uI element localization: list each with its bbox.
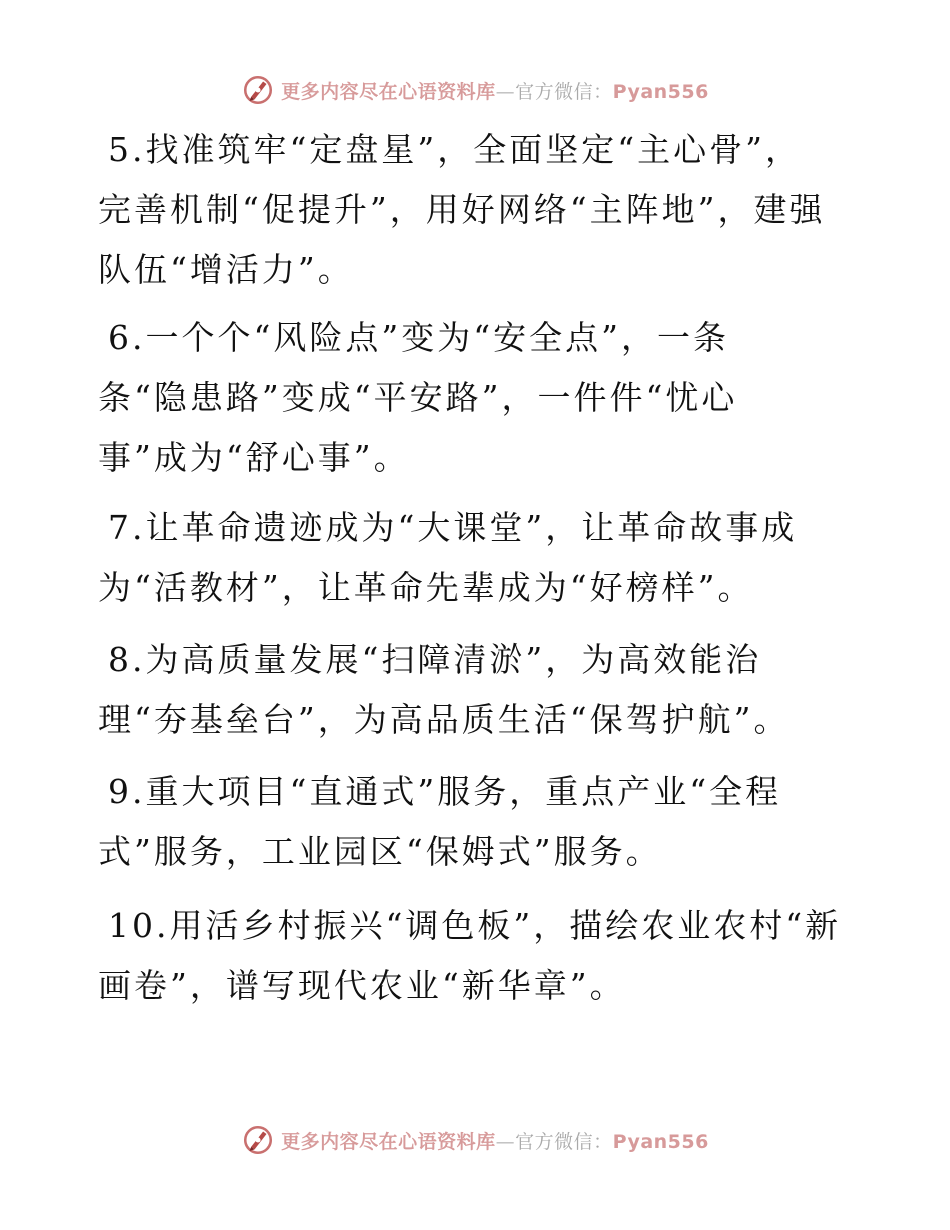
watermark-main-text: 更多内容尽在心语资料库 bbox=[281, 1130, 496, 1153]
watermark-wechat-id: Pyan556 bbox=[612, 80, 709, 103]
item-line: 为“活教材”，让革命先辈成为“好榜样”。 bbox=[98, 568, 754, 607]
list-item bbox=[98, 630, 858, 750]
watermark-wechat-label: 官方微信： bbox=[515, 1130, 613, 1153]
watermark-separator: — bbox=[495, 80, 516, 103]
item-line: 画卷”，谱写现代农业“新华章”。 bbox=[98, 966, 626, 1005]
list-item bbox=[98, 498, 858, 618]
pen-circle-logo-icon bbox=[241, 1123, 275, 1157]
watermark-label bbox=[281, 77, 709, 104]
watermark-wechat-id: Pyan556 bbox=[612, 1130, 709, 1153]
item-line: 完善机制“促提升”，用好网络“主阵地”，建强 bbox=[98, 190, 826, 229]
item-line: 条“隐患路”变成“平安路”，一件件“忧心 bbox=[98, 378, 738, 417]
item-line: 队伍“增活力”。 bbox=[98, 250, 354, 289]
item-line: 理“夯基垒台”，为高品质生活“保驾护航”。 bbox=[98, 700, 790, 739]
watermark-main-text: 更多内容尽在心语资料库 bbox=[281, 80, 496, 103]
item-line: 9.重大项目“直通式”服务，重点产业“全程 bbox=[108, 772, 782, 811]
item-line: 式”服务，工业园区“保姆式”服务。 bbox=[98, 832, 662, 871]
list-item bbox=[98, 896, 858, 1016]
list-item bbox=[98, 762, 858, 882]
list-item bbox=[98, 120, 858, 300]
footer-watermark bbox=[0, 1120, 950, 1160]
header-watermark bbox=[0, 70, 950, 110]
item-line: 6.一个个“风险点”变为“安全点”，一条 bbox=[108, 318, 729, 357]
watermark-label bbox=[281, 1127, 709, 1154]
pen-circle-logo-icon bbox=[241, 73, 275, 107]
item-line: 7.让革命遗迹成为“大课堂”，让革命故事成 bbox=[108, 508, 798, 547]
item-line: 10.用活乡村振兴“调色板”，描绘农业农村“新 bbox=[108, 906, 842, 945]
watermark-wechat-label: 官方微信： bbox=[515, 80, 613, 103]
item-line: 5.找准筑牢“定盘星”，全面坚定“主心骨”， bbox=[108, 130, 801, 169]
item-line: 8.为高质量发展“扫障清淤”，为高效能治 bbox=[108, 640, 762, 679]
watermark-separator: — bbox=[495, 1130, 516, 1153]
item-line: 事”成为“舒心事”。 bbox=[98, 438, 410, 477]
list-item bbox=[98, 308, 858, 488]
